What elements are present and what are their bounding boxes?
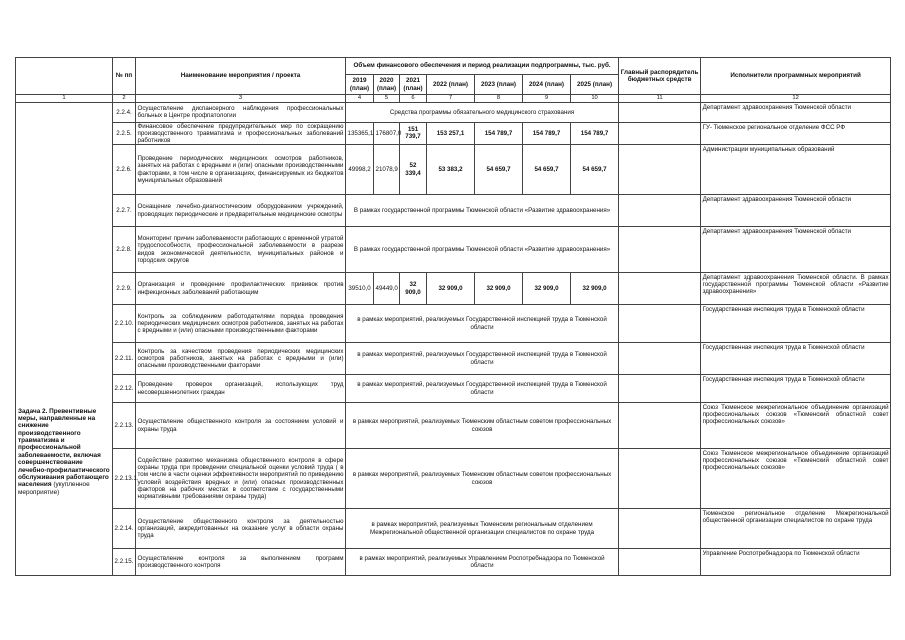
header-num: № пп <box>113 58 136 95</box>
row-distributor <box>619 122 701 144</box>
row-distributor <box>619 102 701 122</box>
row-value: 54 659,7 <box>475 145 523 195</box>
row-distributor <box>619 145 701 195</box>
header-distributor: Главный распорядитель бюджетных средств <box>619 58 701 95</box>
column-number: 9 <box>523 95 571 103</box>
row-financing-note: в рамках мероприятий, реализуемых Государственной инспекцией труда в Тюменской области <box>346 305 619 343</box>
row-executor: ГУ- Тюменское региональное отделение ФСС РФ <box>701 122 891 144</box>
row-code: 2.2.5. <box>113 122 136 144</box>
row-value: 32 909,0 <box>571 273 619 305</box>
header-year: 2023 (план) <box>475 75 523 95</box>
header-row-1 <box>16 58 891 75</box>
header-year: 2024 (план) <box>523 75 571 95</box>
table-row <box>16 195 891 227</box>
row-executor: Тюменское региональное отделение Межрегиональной общественной организации специалистов по охране труда <box>701 509 891 549</box>
table-row <box>16 273 891 305</box>
row-executor: Союз Тюменское межрегиональное объединение организаций профессиональных союзов «Тюменский областной совет профессиональных союзов» <box>701 449 891 509</box>
row-value: 39510,0 <box>346 273 374 305</box>
header-finance: Объем финансового обеспечения и период реализации подпрограммы, тыс. руб. <box>346 58 619 75</box>
task-note: (укупленное мероприятие) <box>18 481 90 496</box>
row-code: 2.2.14. <box>113 509 136 549</box>
row-code: 2.2.8. <box>113 227 136 273</box>
row-name: Содействие развитию механизма общественного контроля в сфере охраны труда при проведении специальной оценки условий труда ( в том числе в части оценки эффективности мероприятий по приведению условий воздействия вредных и (или) опасных производственных факторов на рабочих местах в соответствие с государственными нормативными требованиями охраны труда) <box>136 449 346 509</box>
row-executor: Управление Роспотребнадзора по Тюменской области <box>701 549 891 576</box>
row-name: Осуществление общественного контроля за состоянием условий и охраны труда <box>136 403 346 449</box>
row-code: 2.2.13. <box>113 403 136 449</box>
header-year: 2020 (план) <box>374 75 400 95</box>
document-page <box>15 57 890 576</box>
row-distributor <box>619 227 701 273</box>
row-value: 54 659,7 <box>523 145 571 195</box>
column-number: 3 <box>136 95 346 103</box>
row-name: Проведение проверок организаций, использующих труд несовершеннолетних граждан <box>136 375 346 403</box>
row-name: Организация и проведение профилактических прививок против инфекционных заболеваний работающим <box>136 273 346 305</box>
column-number: 4 <box>346 95 374 103</box>
row-value: 21078,9 <box>374 145 400 195</box>
row-code: 2.2.4. <box>113 102 136 122</box>
table-row <box>16 375 891 403</box>
program-table <box>15 57 891 576</box>
row-value: 135365,1 <box>346 122 374 144</box>
row-name: Проведение периодических медицинских осмотров работников, занятых на работах с вредными и (или) опасными производственными факторами, в том числе в организациях, финансируемых из бюджетов муниципальных образований <box>136 145 346 195</box>
table-body <box>16 102 891 575</box>
table-row <box>16 145 891 195</box>
row-value: 151 739,7 <box>400 122 427 144</box>
row-name: Осуществление диспансерного наблюдения профессиональных больных в Центре профпатологии <box>136 102 346 122</box>
row-financing-note: в рамках мероприятий, реализуемых Управлением Роспотребнадзора по Тюменской области <box>346 549 619 576</box>
row-financing-note: В рамках государственной программы Тюменской области «Развитие здравоохранения» <box>346 227 619 273</box>
row-financing-note: в рамках мероприятий, реализуемых Государственной инспекцией труда в Тюменской области <box>346 343 619 375</box>
row-executor: Департамент здравоохранения Тюменской области. В рамках государственной программы Тюменской области «Развитие здравоохранения» <box>701 273 891 305</box>
row-value: 54 659,7 <box>571 145 619 195</box>
row-code: 2.2.9. <box>113 273 136 305</box>
row-distributor <box>619 403 701 449</box>
column-number: 11 <box>619 95 701 103</box>
row-value: 49449,0 <box>374 273 400 305</box>
header-year: 2025 (план) <box>571 75 619 95</box>
row-code: 2.2.13.1. <box>113 449 136 509</box>
table-row <box>16 449 891 509</box>
column-number: 10 <box>571 95 619 103</box>
row-code: 2.2.15. <box>113 549 136 576</box>
column-number: 2 <box>113 95 136 103</box>
row-code: 2.2.6. <box>113 145 136 195</box>
row-code: 2.2.12. <box>113 375 136 403</box>
row-financing-note: Средства программы обязательного медицинского страхования <box>346 102 619 122</box>
header-executors: Исполнители программных мероприятий <box>701 58 891 95</box>
column-number: 6 <box>400 95 427 103</box>
header-name: Наименование мероприятия / проекта <box>136 58 346 95</box>
row-name: Осуществление контроля за выполнением программ производственного контроля <box>136 549 346 576</box>
row-value: 154 789,7 <box>523 122 571 144</box>
column-number: 7 <box>427 95 475 103</box>
row-distributor <box>619 273 701 305</box>
task-title: Задача 2. Превентивные меры, направленные на снижение производственного травматизма и профессиональной заболеваемости, включая совершенствование лечебно-профилактического обслуживания работающего населения <box>18 407 110 489</box>
row-name: Осуществление общественного контроля за деятельностью организаций, аккредитованных на оказание услуг в области охраны труда <box>136 509 346 549</box>
row-financing-note: в рамках мероприятий, реализуемых Государственной инспекцией труда в Тюменской области <box>346 375 619 403</box>
row-distributor <box>619 305 701 343</box>
row-name: Мониторинг причин заболеваемости работающих с временной утратой трудоспособности, профессиональной заболеваемости в разрезе видов экономической деятельности, муниципальных районов и городских округов <box>136 227 346 273</box>
row-financing-note: в рамках мероприятий, реализуемых Тюменским региональным отделением Межрегиональной общественной организации специалистов по охране труда <box>346 509 619 549</box>
row-value: 32 909,0 <box>523 273 571 305</box>
row-value: 53 383,2 <box>427 145 475 195</box>
row-name: Оснащение лечебно-диагностическим оборудованием учреждений, проводящих периодические и предварительные медицинские осмотры <box>136 195 346 227</box>
row-financing-note: В рамках государственной программы Тюменской области «Развитие здравоохранения» <box>346 195 619 227</box>
table-row <box>16 305 891 343</box>
row-value: 176807,0 <box>374 122 400 144</box>
row-value: 32 909,0 <box>427 273 475 305</box>
row-code: 2.2.11. <box>113 343 136 375</box>
row-distributor <box>619 195 701 227</box>
row-distributor <box>619 343 701 375</box>
row-executor: Администрации муниципальных образований <box>701 145 891 195</box>
header-task-cell <box>16 58 113 95</box>
row-value: 32 909,0 <box>400 273 427 305</box>
row-financing-note: в рамках мероприятий, реализуемых Тюменским областным советом профессиональных союзов <box>346 449 619 509</box>
header-year: 2022 (план) <box>427 75 475 95</box>
column-number: 8 <box>475 95 523 103</box>
table-row <box>16 549 891 576</box>
row-value: 52 339,4 <box>400 145 427 195</box>
table-row <box>16 509 891 549</box>
table-row <box>16 227 891 273</box>
table-row <box>16 343 891 375</box>
column-number-row <box>16 95 891 103</box>
row-distributor <box>619 449 701 509</box>
row-distributor <box>619 509 701 549</box>
column-number: 1 <box>16 95 113 103</box>
row-executor: Департамент здравоохранения Тюменской области <box>701 227 891 273</box>
row-executor: Государственная инспекция труда в Тюменской области <box>701 305 891 343</box>
row-value: 153 257,1 <box>427 122 475 144</box>
row-code: 2.2.7. <box>113 195 136 227</box>
table-row <box>16 122 891 144</box>
column-number: 5 <box>374 95 400 103</box>
row-code: 2.2.10. <box>113 305 136 343</box>
row-executor: Департамент здравоохранения Тюменской области <box>701 102 891 122</box>
column-number: 12 <box>701 95 891 103</box>
row-distributor <box>619 375 701 403</box>
table-row <box>16 102 891 122</box>
row-executor: Государственная инспекция труда в Тюменской области <box>701 343 891 375</box>
row-executor: Союз Тюменское межрегиональное объединение организаций профессиональных союзов «Тюменский областной совет профессиональных союзов» <box>701 403 891 449</box>
row-name: Финансовое обеспечение предупредительных мер по сокращению производственного травматизма и профессиональных заболеваний работников <box>137 122 344 144</box>
task-cell <box>16 102 113 575</box>
row-executor: Государственная инспекция труда в Тюменской области <box>701 375 891 403</box>
table-row <box>16 403 891 449</box>
row-value: 49998,2 <box>346 145 374 195</box>
row-financing-note: в рамках мероприятий, реализуемых Тюменским областным советом профессиональных союзов <box>346 403 619 449</box>
row-value: 32 909,0 <box>475 273 523 305</box>
row-value: 154 789,7 <box>571 122 619 144</box>
row-name: Контроль за соблюдением работодателями порядка проведения периодических медицинских осмотров работников, занятых на работах с вредными и (или) опасными производственными факторами <box>136 305 346 343</box>
row-executor: Департамент здравоохранения Тюменской области <box>701 195 891 227</box>
row-value: 154 789,7 <box>475 122 523 144</box>
header-year: 2019 (план) <box>346 75 374 95</box>
header-year: 2021 (план) <box>400 75 427 95</box>
row-name: Контроль за качеством проведения периодических медицинских осмотров работников, занятых на работах с вредными и (или) опасными производственными факторами <box>136 343 346 375</box>
row-distributor <box>619 549 701 576</box>
